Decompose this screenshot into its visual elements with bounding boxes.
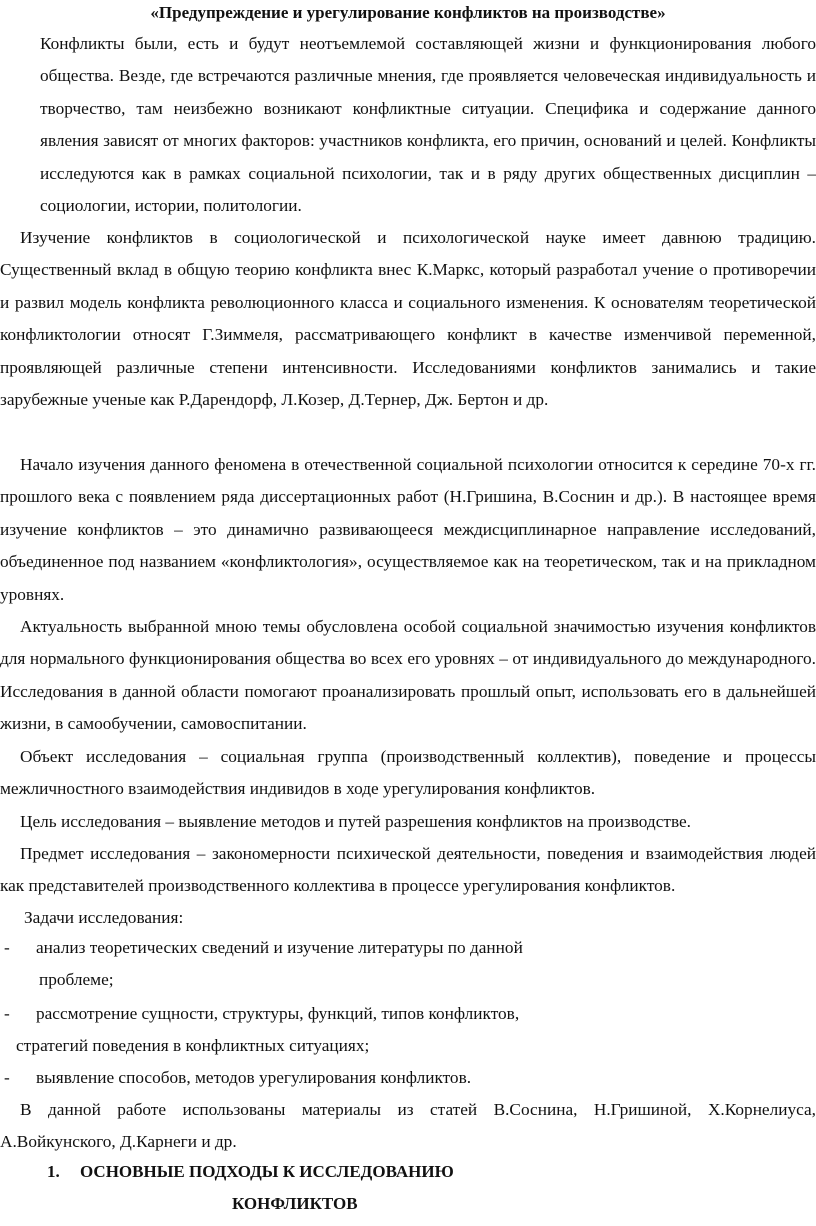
section-heading-line1: ОСНОВНЫЕ ПОДХОДЫ К ИССЛЕДОВАНИЮ [80, 1162, 454, 1181]
task-item [0, 932, 816, 996]
intro-paragraph: Конфликты были, есть и будут неотъемлемой составляющей жизни и функционирования любого общества. Везде, где встречаются различные мнения, где проявляется человеческая индивидуальность и творчество, там неизбежно возникают конфликтные ситуации. Специфика и содержание данного явления зависят от многих факторов: участников конфликта, его причин, оснований и целей. Конфликты исследуются как в рамках социальной психологии, так и в ряду других общественных дисциплин – социологии, истории, политологии. [40, 34, 816, 216]
list-dash: - [4, 938, 10, 957]
task-text-continued: проблеме; [39, 970, 114, 989]
subject-paragraph: Предмет исследования – закономерности психической деятельности, поведения и взаимодействия людей как представителей производственного коллектива в процессе урегулирования конфликтов. [0, 844, 816, 896]
task-item [0, 998, 816, 1030]
list-dash: - [4, 1004, 10, 1023]
section-heading-line2: КОНФЛИКТОВ [232, 1194, 358, 1213]
list-dash: - [4, 1068, 10, 1087]
task-text-continued: стратегий поведения в конфликтных ситуациях; [16, 1036, 370, 1055]
history-paragraph: Изучение конфликтов в социологической и психологической науке имеет давнюю традицию. Существенный вклад в общую теорию конфликта внес К.Маркс, который разработал учение о противоречии и развил модель конфликта революционного класса и социального изменения. К основателям теоретической конфликтологии относят Г.Зиммеля, рассматривающего конфликт в качестве изменчивой переменной, проявляющей различные степени интенсивности. Исследованиями конфликтов занимались и такие зарубежные ученые как Р.Дарендорф, Л.Козер, Д.Тернер, Дж. Бертон и др. [0, 228, 816, 410]
task-item [0, 1062, 816, 1094]
domestic-research-paragraph: Начало изучения данного феномена в отечественной социальной психологии относится к середине 70-х гг. прошлого века с появлением ряда диссертационных работ (Н.Гришина, В.Соснин и др.). В настоящее время изучение конфликтов – это динамично развивающееся междисциплинарное направление исследований, объединенное под названием «конфликтология», осуществляемое как на теоретическом, так и на прикладном уровнях. [0, 455, 816, 604]
tasks-heading: Задачи исследования: [24, 908, 184, 927]
object-paragraph: Объект исследования – социальная группа (производственный коллектив), поведение и процессы межличностного взаимодействия индивидов в ходе урегулирования конфликтов. [0, 747, 816, 799]
task-text: выявление способов, методов урегулирования конфликтов. [36, 1068, 472, 1087]
document-title: «Предупреждение и урегулирование конфликтов на производстве» [150, 3, 666, 22]
sources-paragraph: В данной работе использованы материалы из статей В.Соснина, Н.Гришиной, Х.Корнелиуса, А.Войкунского, Д.Карнеги и др. [0, 1100, 816, 1152]
relevance-paragraph: Актуальность выбранной мною темы обусловлена особой социальной значимостью изучения конфликтов для нормального функционирования общества во всех его уровнях – от индивидуального до международного. Исследования в данной области помогают проанализировать прошлый опыт, использовать его в дальнейшей жизни, в самообучении, самовоспитании. [0, 617, 816, 734]
goal-paragraph: Цель исследования – выявление методов и путей разрешения конфликтов на производстве. [20, 812, 691, 831]
section-number: 1. [47, 1162, 60, 1181]
task-text: анализ теоретических сведений и изучение литературы по данной [36, 938, 523, 957]
task-text: рассмотрение сущности, структуры, функций, типов конфликтов, [36, 1004, 520, 1023]
